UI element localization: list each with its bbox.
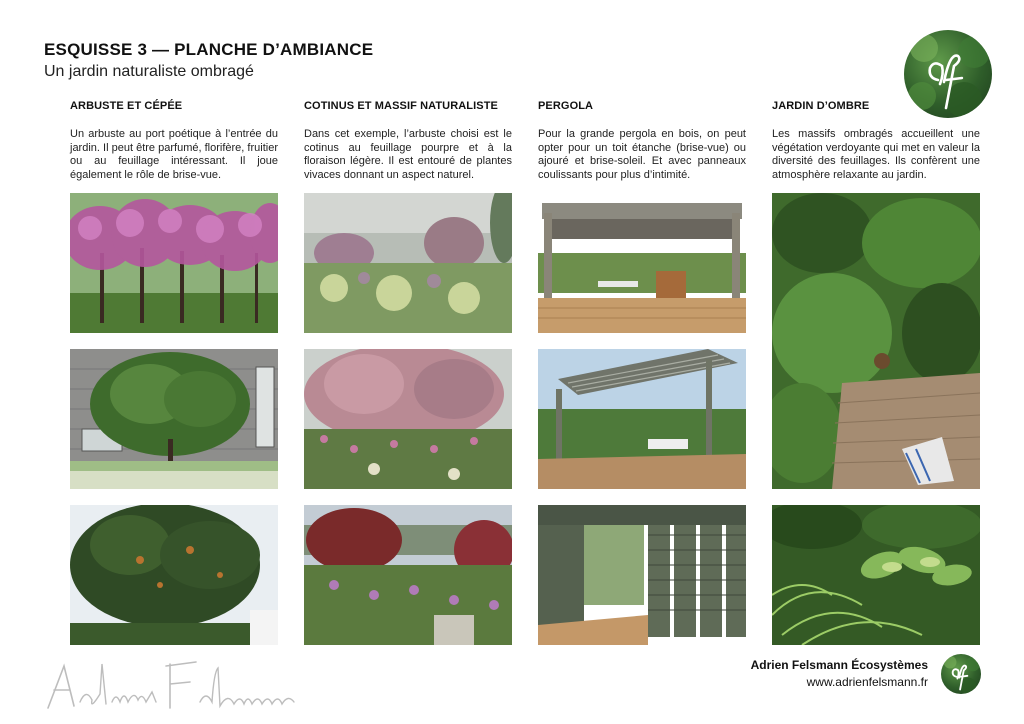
af-monogram-logo-small (941, 654, 981, 694)
photo-hosta-ferns (772, 505, 980, 645)
column-arbuste (70, 100, 278, 182)
photo-misty-naturalistic-garden (304, 193, 512, 333)
photo-cercis-flowering-trees (70, 193, 278, 333)
column-text: Dans cet exemple, l’arbuste choisi est le cotinus au feuillage pourpre et à la floraison légère. Il est entouré de plantes vivaces donnant un aspect naturel. (304, 128, 512, 181)
photo-purple-cotinus-perennials (304, 505, 512, 645)
column-heading: COTINUS ET MASSIF NATURALISTE (304, 100, 498, 112)
column-text: Un arbuste au port poétique à l’entrée du jardin. Il peut être parfumé, florifère, fruitier ou au feuillage intéressant. Il joue également le rôle de brise-vue. (70, 128, 278, 181)
column-heading: JARDIN D’OMBRE (772, 100, 870, 112)
footer-company-name: Adrien Felsmann Écosystèmes (750, 658, 928, 672)
photo-slatted-panel-pergola (538, 505, 746, 645)
signature (40, 652, 320, 714)
column-cotinus (304, 100, 512, 182)
photo-shrub-brick-wall (70, 349, 278, 489)
photo-large-leaf-tree (70, 505, 278, 645)
footer-website-link[interactable]: www.adrienfelsmann.fr (806, 675, 928, 689)
column-heading: ARBUSTE ET CÉPÉE (70, 100, 183, 112)
photo-shade-garden-deck (772, 193, 980, 489)
column-heading: PERGOLA (538, 100, 594, 112)
column-jardin-ombre (772, 100, 980, 182)
column-pergola (538, 100, 746, 182)
photo-wood-pergola-dining (538, 193, 746, 333)
page-title: ESQUISSE 3 — PLANCHE D’AMBIANCE (44, 40, 374, 59)
photo-louvered-pergola-loungers (538, 349, 746, 489)
column-text: Pour la grande pergola en bois, on peut opter pour un toit étanche (brise-vue) ou ajouré et brise-soleil. Et avec panneaux coulissants pour plus d’intimité. (538, 128, 746, 181)
column-text: Les massifs ombragés accueillent une végétation verdoyante qui met en valeur la diversité des feuillages. Ils confèrent une atmosphère relaxante au jardin. (772, 128, 980, 181)
photo-cotinus-smoke-bush (304, 349, 512, 489)
page-subtitle: Un jardin naturaliste ombragé (44, 63, 254, 80)
